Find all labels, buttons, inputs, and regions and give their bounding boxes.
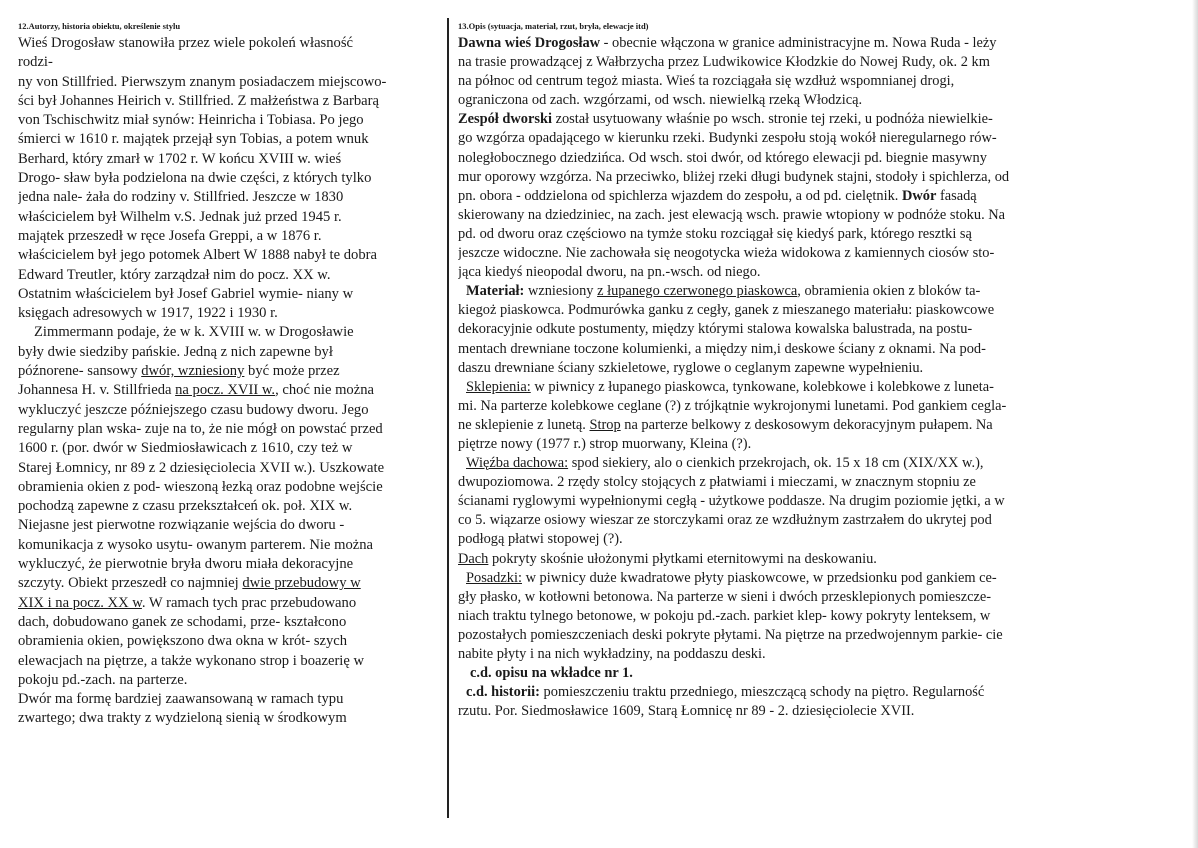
description-line: dwupoziomowa. 2 rzędy stolcy stojących z płatwiami i mieczami, w znacznym stopniu ze	[458, 474, 976, 491]
column-divider	[447, 18, 449, 818]
description-line: Więźba dachowa: spod siekiery, alo o cienkich przekrojach, ok. 15 x 18 cm (XIX/XX w.),	[466, 455, 984, 472]
history-line: Starej Łomnicy, nr 89 z 2 dziesięciolecia XVII w.). Uszkowate	[18, 459, 385, 476]
history-line: Berhard, który zmarł w 1702 r. W końcu XVIII w. wieś	[18, 150, 342, 167]
description-line: ne sklepienie z lunetą. Strop na parterze belkowy z deskosowym dekoracyjnym pułapem. Na	[458, 416, 993, 433]
history-line: pochodzą zapewne z czasu przekształceń ok. poł. XIX w.	[18, 498, 353, 515]
history-line: Johannesa H. v. Stillfrieda na pocz. XVII w., choć nie można	[18, 382, 374, 399]
description-line: noległobocznego dziedzińca. Od wsch. stoi dwór, od którego elewacji pd. biegnie masywny	[458, 149, 987, 166]
description-line: podłogą płatwi stopowej (?).	[458, 531, 623, 548]
history-line: Wieś Drogosław stanowiła przez wiele pokoleń własność	[18, 35, 353, 51]
underlined-phrase: dwór, wzniesiony	[141, 363, 245, 380]
history-line: śmierci w 1610 r. majątek przejął syn Tobias, a potem wnuk	[18, 131, 369, 148]
bold-phrase: Zespół dworski	[458, 111, 552, 128]
history-line: obramienia okien z pod- wieszoną łezką oraz podobne wejście	[18, 478, 383, 495]
underlined-phrase: Posadzki:	[466, 569, 522, 586]
description-line: piętrze nowy (1977 r.) strop muorwany, Kleina (?).	[458, 435, 752, 452]
description-line: mentach drewniane toczone kolumienki, a między nim,i deskowe ściany z oknami. Na pod-	[458, 340, 986, 357]
history-line: obramienia okien, powiększono dwa okna w krót- szych	[18, 633, 348, 650]
description-line: Posadzki: w piwnicy duże kwadratowe płyty piaskowcowe, w przedsionku pod gankiem ce-	[466, 569, 997, 586]
history-line: były dwie siedziby pańskie. Jedną z nich zapewne był	[18, 343, 333, 360]
underlined-phrase: Więźba dachowa:	[466, 455, 569, 472]
history-line: komunikacja z wysoko usytu- owanym parterem. Nie można	[18, 536, 374, 553]
description-line: go wzgórza opadającego w kierunku rzeki. Budynki zespołu stoją wokół nieregularnego rów-	[458, 130, 997, 147]
description-line: gły płasko, w kotłowni betonowa. Na parterze w sieni i dwóch przesklepionych pomieszcze-	[458, 588, 992, 605]
description-line	[458, 664, 1188, 683]
description-line: Zespół dworski został usytuowany właśnie po wsch. stronie tej rzeki, u podnóża niewielkie-	[458, 111, 993, 128]
description-line: na trasie prowadzącej z Wałbrzycha przez Ludwikowice Kłodzkie do Nowej Rudy, ok. 2 km	[458, 54, 990, 71]
underlined-phrase: na pocz. XVII w.	[175, 382, 276, 399]
history-line: Niejasne jest pierwotne rozwiązanie wejścia do dworu -	[18, 517, 345, 534]
description-line: niach traktu tylnego betonowe, w pokoju pd.-zach. parkiet klep- kowy pokryty lenteksem, w	[458, 607, 991, 624]
description-line: Materiał: wzniesiony z łupanego czerwonego piaskowca, obramienia okien z bloków ta-	[466, 283, 981, 300]
history-line: jedna nale- żała do rodziny v. Stillfried. Jeszcze w 1830	[18, 189, 344, 206]
bold-phrase: c.d. opisu na wkładce nr 1.	[470, 665, 633, 682]
history-heading: 12.Autorzy, historia obiektu, określenie stylu	[18, 21, 181, 31]
description-line: daszu drewniane ściany szkieletowe, ryglowe o ceglanym zapewne wypełnieniu.	[458, 359, 924, 376]
history-line: późnorene- sansowy dwór, wzniesiony być może przez	[18, 363, 340, 380]
underlined-phrase: Sklepienia:	[466, 378, 531, 395]
history-line: regularny plan wska- zuje na to, że nie mógł on powstać przed	[18, 420, 383, 437]
description-line: na północ od centrum tegoż miasta. Wieś ta rozciągała się wzdłuż wspomnianej drogi,	[458, 73, 955, 90]
description-line: kiegoż piaskowca. Podmurówka ganku z cegły, ganek z mieszanego materiału: piaskowcowe	[458, 302, 995, 319]
bold-phrase: Materiał:	[466, 283, 525, 300]
history-line: elewacjach na piętrze, a także wykonano strop i boazerię w	[18, 652, 365, 669]
history-column	[18, 20, 438, 729]
history-line: wykluczyć, że pierwotnie bryła dworu miała dekoracyjne	[18, 556, 354, 573]
description-line: Sklepienia: w piwnicy z łupanego piaskowca, tynkowane, kolebkowe i kolebkowe z luneta-	[466, 378, 994, 395]
history-line: księgach adresowych w 1917, 1922 i 1930 r.	[18, 305, 278, 322]
underlined-phrase: z łupanego czerwonego piaskowca	[597, 283, 798, 300]
description-line: dekoracyjnie odkute postumenty, między którymi stalowa kowalska balustrada, na postu-	[458, 321, 973, 338]
description-line: mur oporowy wzgórza. Na przeciwko, bliżej rzeki długi budynek stajni, stodoły i spichlerza, od	[458, 168, 1010, 185]
history-line: rodzi-	[18, 54, 53, 71]
history-line: ny von Stillfried. Pierwszym znanym posiadaczem miejscowo-	[18, 73, 387, 90]
description-heading: 13.Opis (sytuacja, materiał, rzut, bryła, elewacje itd)	[458, 21, 649, 31]
description-column	[458, 20, 1188, 721]
description-text	[458, 34, 1188, 721]
history-line: wykluczyć jeszcze późniejszego czasu budowy dworu. Jego	[18, 401, 369, 418]
history-line: Edward Treutler, który zarządzał nim do pocz. XX w.	[18, 266, 331, 283]
history-text	[18, 34, 438, 729]
underlined-phrase: Strop	[589, 416, 621, 433]
description-line: jąca kiedyś nieopodal dworu, na pn.-wsch. od niego.	[458, 264, 761, 281]
scan-edge	[1192, 0, 1198, 848]
history-line: 1600 r. (por. dwór w Siedmiosławicach z 1610, czy też w	[18, 440, 353, 457]
history-line: szczyty. Obiekt przeszedł co najmniej dwie przebudowy w	[18, 575, 361, 592]
history-line: ści był Johannes Heirich v. Stillfried. Z małżeństwa z Barbarą	[18, 92, 379, 109]
description-line: pn. obora - oddzielona od spichlerza wjazdem do zespołu, a od pd. cielętnik. Dwór fasadą	[458, 187, 977, 204]
description-line: rzutu. Por. Siedmosławice 1609, Starą Łomnicę nr 89 - 2. dziesięciolecie XVII.	[458, 703, 915, 720]
history-line: Zimmermann podaje, że w k. XVIII w. w Drogosławie	[34, 324, 354, 341]
description-line: ograniczona od zach. wzgórzami, od wsch. niewielką rzeką Włodzicą.	[458, 92, 863, 109]
underlined-phrase: dwie przebudowy w	[242, 575, 361, 592]
description-line: Dach pokryty skośnie ułożonymi płytkami eternitowymi na deskowaniu.	[458, 550, 877, 567]
history-line: Drogo- sław była podzielona na dwie części, z których tylko	[18, 170, 372, 187]
history-line: właścicielem był Wilhelm v.S. Jednak już przed 1945 r.	[18, 208, 342, 225]
underlined-phrase: XIX i na pocz. XX w	[18, 594, 142, 611]
bold-phrase: c.d. historii:	[466, 684, 540, 701]
description-line: co 5. wiązarze osiowy wieszar ze storczykami oraz ze wzdłużnym zastrzałem do ukrytej pod	[458, 512, 992, 529]
history-line: zwartego; dwa trakty z wydzieloną sienią w środkowym	[18, 710, 347, 727]
description-line: mi. Na parterze kolebkowe ceglane (?) z trójkątnie wykrojonymi lunetami. Pod gankiem cegla-	[458, 397, 1007, 414]
description-line: Dawna wieś Drogosław - obecnie włączona w granice administracyjne m. Nowa Ruda - leży	[458, 35, 997, 51]
description-line: jeszcze widoczne. Nie zachowała się neogotycka wieża widokowa z kamiennych ciosów sto-	[458, 245, 995, 262]
description-line: pozostałych pomieszczeniach deski pokryte płytami. Na piętrze na przedwojennym parkie- cie	[458, 626, 1003, 643]
description-line: skierowany na dziedziniec, na zach. jest elewacją wsch. prawie wtopiony w podnóże stoku. Na	[458, 206, 1006, 223]
description-line: nabite płyty i na nich wykładziny, na poddaszu deski.	[458, 646, 766, 662]
bold-phrase: Dwór	[901, 187, 937, 204]
history-line: Ostatnim właścicielem był Josef Gabriel wymie- niany w	[18, 285, 354, 302]
history-line: właścicielem był jego potomek Albert W 1888 nabył te dobra	[18, 247, 377, 264]
history-line: dach, dobudowano ganek ze schodami, prze- kształcono	[18, 613, 347, 630]
underlined-phrase: Dach	[458, 550, 489, 567]
bold-phrase: Dawna wieś Drogosław	[458, 35, 601, 51]
history-line: von Tschischwitz miał synów: Heinricha i Tobiasa. Po jego	[18, 112, 364, 129]
history-line: Dwór ma formę bardziej zaawansowaną w ramach typu	[18, 691, 344, 708]
description-line: c.d. historii: pomieszczeniu traktu przedniego, mieszczącą schody na piętro. Regularność	[466, 684, 985, 701]
history-line: majątek przeszedł w ręce Josefa Greppi, a w 1876 r.	[18, 227, 322, 244]
description-line: ścianami ryglowymi wypełnionymi cegłą - użytkowe poddasze. Na drugim poziomie jętki, a w	[458, 493, 1005, 510]
history-line: pokoju pd.-zach. na parterze.	[18, 671, 188, 688]
history-line: XIX i na pocz. XX w. W ramach tych prac przebudowano	[18, 594, 357, 611]
description-line: pd. od dworu oraz częściowo na tymże stoku rozciągał się kiedyś park, którego resztki są	[458, 225, 972, 242]
